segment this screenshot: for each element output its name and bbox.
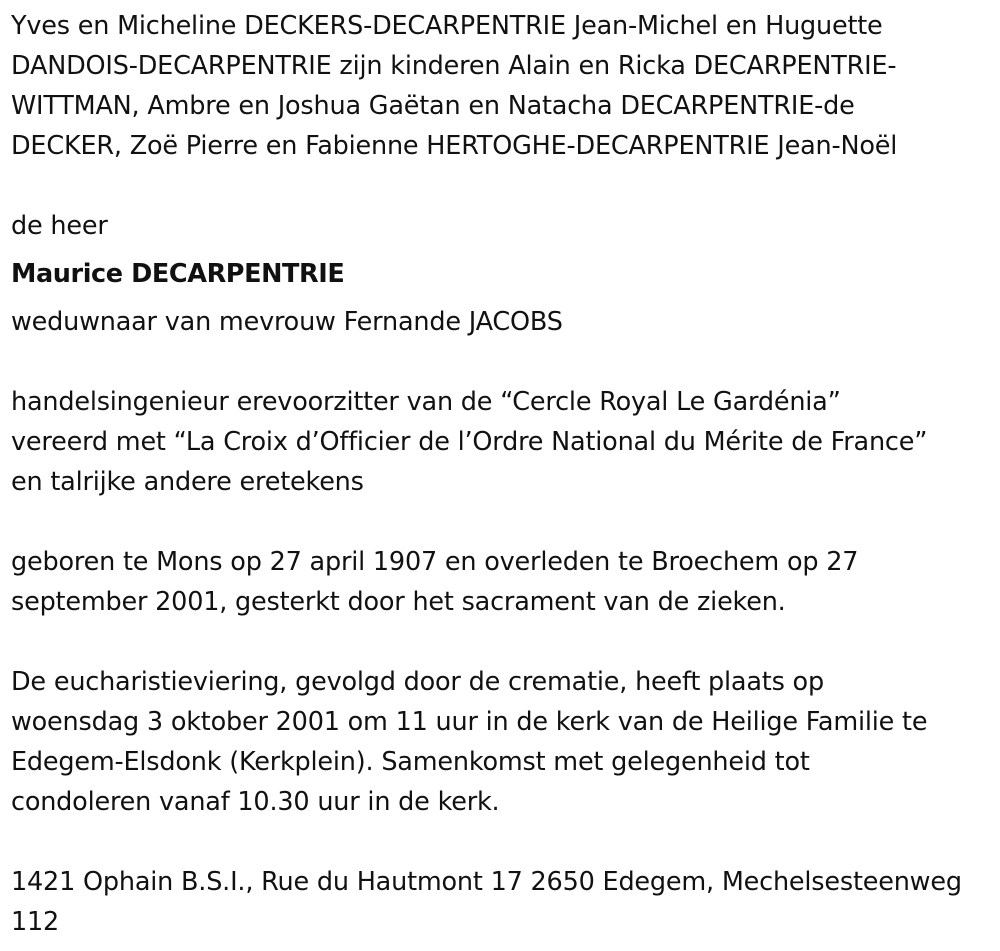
dates-line: geboren te Mons op 27 april 1907 en overleden te Broechem op 27 bbox=[11, 547, 859, 577]
address-line: 1421 Ophain B.S.I., Rue du Hautmont 17 2650 Edegem, Mechelsesteenweg bbox=[11, 867, 962, 897]
family-line: WITTMAN, Ambre en Joshua Gaëtan en Natacha DECARPENTRIE-de bbox=[11, 91, 855, 121]
deceased-section bbox=[11, 206, 1000, 342]
ceremony-line: Edegem-Elsdonk (Kerkplein). Samenkomst met gelegenheid tot bbox=[11, 747, 810, 777]
family-line: DANDOIS-DECARPENTRIE zijn kinderen Alain en Ricka DECARPENTRIE- bbox=[11, 51, 897, 81]
honors-line: en talrijke andere eretekens bbox=[11, 467, 364, 497]
deceased-name: Maurice DECARPENTRIE bbox=[11, 259, 345, 289]
addresses-section bbox=[11, 862, 1000, 942]
family-line: Yves en Micheline DECKERS-DECARPENTRIE Jean-Michel en Huguette bbox=[11, 11, 883, 41]
spouse-line: weduwnaar van mevrouw Fernande JACOBS bbox=[11, 307, 563, 337]
dates-section bbox=[11, 542, 1000, 622]
address-line: 112 bbox=[11, 907, 60, 937]
spacer bbox=[11, 622, 1000, 662]
ceremony-line: condoleren vanaf 10.30 uur in de kerk. bbox=[11, 787, 500, 817]
dates-line: september 2001, gesterkt door het sacrament van de zieken. bbox=[11, 587, 786, 617]
honors-section bbox=[11, 382, 1000, 502]
honors-line: vereerd met “La Croix d’Officier de l’Ordre National du Mérite de France” bbox=[11, 427, 928, 457]
spacer bbox=[11, 822, 1000, 862]
ceremony-line: De eucharistieviering, gevolgd door de crematie, heeft plaats op bbox=[11, 667, 824, 697]
ceremony-line: woensdag 3 oktober 2001 om 11 uur in de kerk van de Heilige Familie te bbox=[11, 707, 928, 737]
honors-line: handelsingenieur erevoorzitter van de “Cercle Royal Le Gardénia” bbox=[11, 387, 841, 417]
family-section bbox=[11, 6, 1000, 166]
spacer bbox=[11, 502, 1000, 542]
honorific: de heer bbox=[11, 211, 108, 241]
family-line: DECKER, Zoë Pierre en Fabienne HERTOGHE-DECARPENTRIE Jean-Noël bbox=[11, 131, 898, 161]
spacer bbox=[11, 166, 1000, 206]
spacer bbox=[11, 342, 1000, 382]
ceremony-section bbox=[11, 662, 1000, 822]
